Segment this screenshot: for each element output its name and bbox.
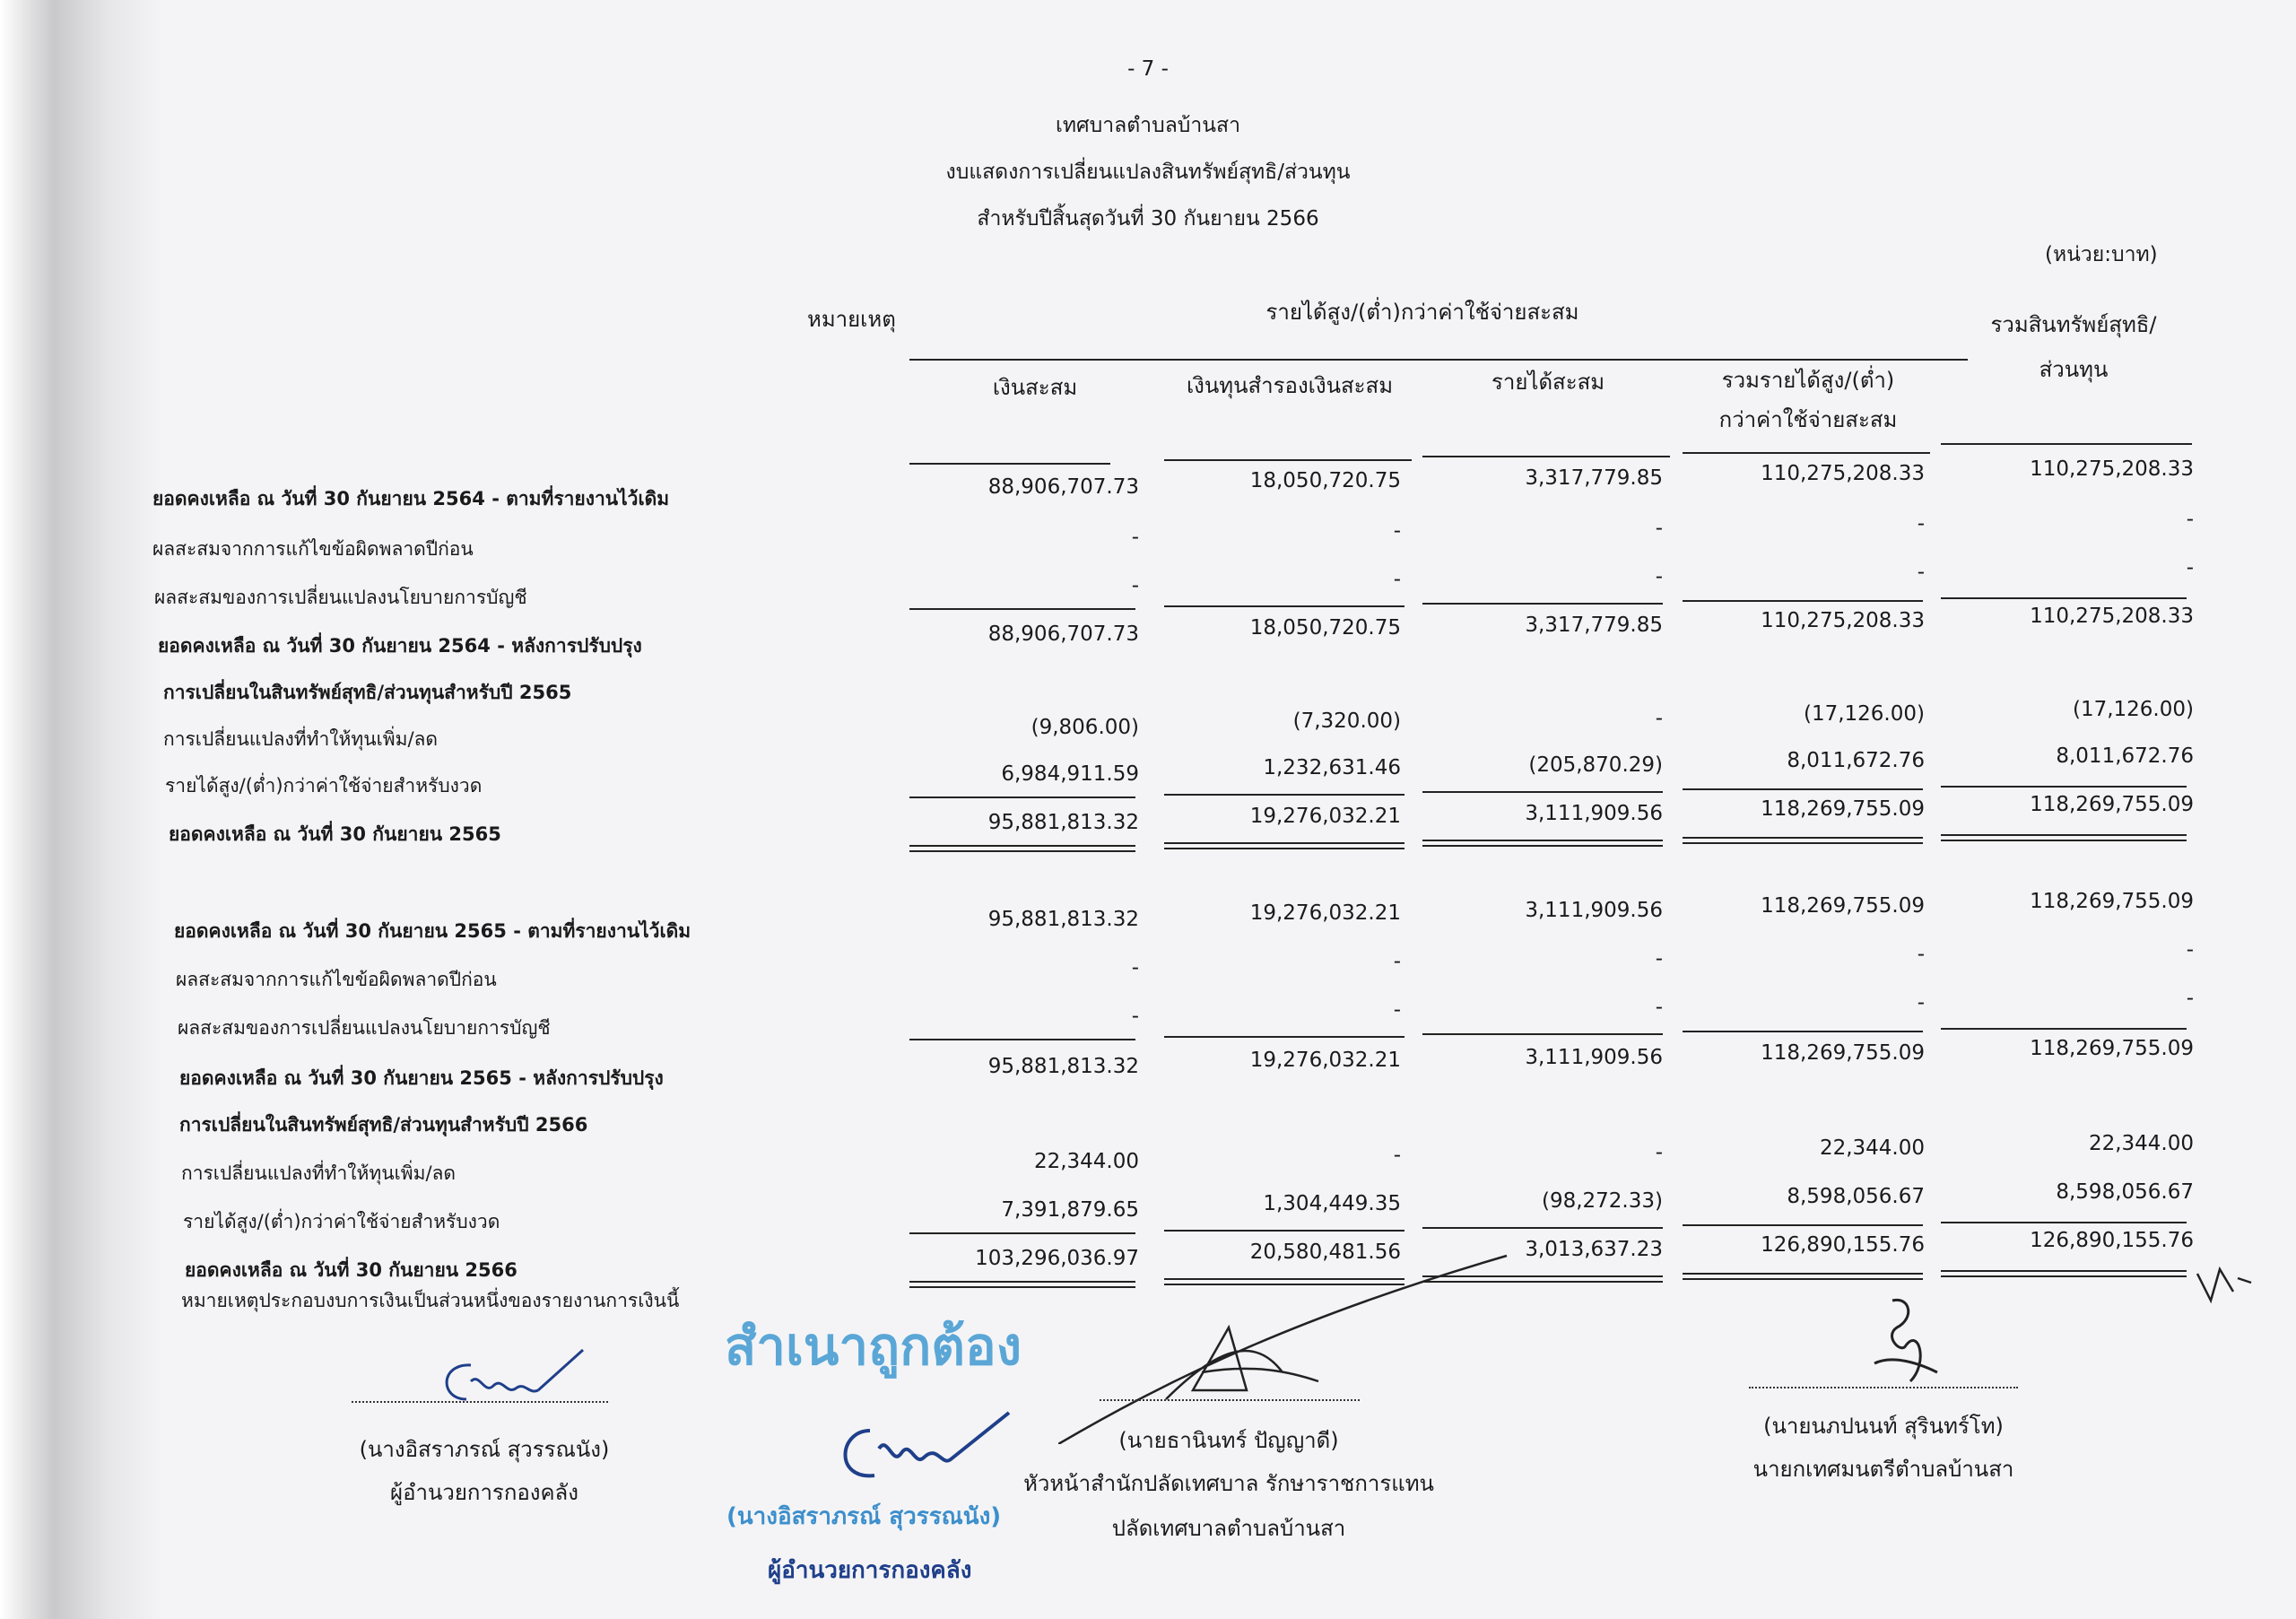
row-label: ยอดคงเหลือ ณ วันที่ 30 กันยายน 2565 - ตามที่รายงานไว้เดิม: [174, 920, 691, 942]
total-double-rule: [909, 845, 1135, 852]
table-cell: -: [1917, 943, 1925, 966]
table-cell: -: [1131, 574, 1139, 597]
subtotal-rule: [1422, 603, 1663, 605]
signature-1-position: ผู้อำนวยการกองคลัง: [390, 1480, 578, 1505]
table-cell: -: [1655, 1141, 1663, 1164]
table-cell: (17,126.00): [2072, 698, 2194, 721]
col4-header-1: รวมรายได้สูง/(ต่ำ): [1721, 368, 1895, 393]
row-label: ยอดคงเหลือ ณ วันที่ 30 กันยายน 2564 - ตามที่รายงานไว้เดิม: [152, 488, 670, 509]
signature-1-name: (นางอิสราภรณ์ สุวรรณนัง): [359, 1437, 610, 1462]
table-cell: -: [1393, 568, 1401, 591]
row-label: ยอดคงเหลือ ณ วันที่ 30 กันยายน 2564 - หลังการปรับปรุง: [158, 635, 642, 657]
table-cell: 126,890,155.76: [1761, 1233, 1925, 1257]
row-label: ยอดคงเหลือ ณ วันที่ 30 กันยายน 2565 - หลังการปรับปรุง: [179, 1067, 664, 1089]
signature-1-line: [352, 1401, 608, 1403]
scan-shadow: [0, 0, 161, 1619]
table-cell: -: [1917, 512, 1925, 535]
table-cell: -: [1393, 998, 1401, 1022]
subtotal-rule: [1941, 1222, 2187, 1223]
signature-2-name: (นายธานินทร์ ปัญญาดี): [1118, 1428, 1339, 1453]
table-cell: -: [1393, 519, 1401, 543]
table-cell: 20,580,481.56: [1249, 1240, 1401, 1264]
table-cell: 95,881,813.32: [987, 908, 1139, 931]
subtotal-rule: [909, 796, 1135, 798]
table-cell: 3,111,909.56: [1525, 1046, 1663, 1069]
col5-header-rule: [1941, 443, 2192, 445]
table-cell: 6,984,911.59: [1001, 762, 1139, 786]
copy-stamp: สำเนาถูกต้อง: [725, 1316, 1022, 1377]
signature-2-line: [1100, 1399, 1360, 1401]
signature-2-position: หัวหน้าสำนักปลัดเทศบาล รักษาราชการแทน: [1023, 1471, 1434, 1496]
table-cell: -: [1655, 517, 1663, 540]
subtotal-rule: [909, 1039, 1135, 1040]
total-double-rule: [1422, 840, 1663, 847]
table-cell: 118,269,755.09: [2030, 1037, 2194, 1060]
row-label: การเปลี่ยนในสินทรัพย์สุทธิ/ส่วนทุนสำหรับปี 2565: [163, 682, 572, 703]
table-cell: 88,906,707.73: [987, 622, 1139, 646]
row-label: ยอดคงเหลือ ณ วันที่ 30 กันยายน 2565: [169, 823, 501, 845]
total-header-1: รวมสินทรัพย์สุทธิ/: [1990, 312, 2157, 337]
total-double-rule: [1941, 1270, 2187, 1277]
statement-title: งบแสดงการเปลี่ยนแปลงสินทรัพย์สุทธิ/ส่วนทุน: [945, 161, 1351, 184]
total-double-rule: [1164, 842, 1405, 849]
table-cell: 3,111,909.56: [1525, 899, 1663, 922]
table-cell: 110,275,208.33: [1761, 462, 1925, 485]
table-cell: 22,344.00: [1033, 1150, 1139, 1173]
row-label: รายได้สูง/(ต่ำ)กว่าค่าใช้จ่ายสำหรับงวด: [165, 775, 483, 796]
table-cell: 3,111,909.56: [1525, 802, 1663, 825]
unit-label: (หน่วย:บาท): [2045, 243, 2158, 266]
row-label: การเปลี่ยนแปลงที่ทำให้ทุนเพิ่ม/ลด: [163, 728, 439, 750]
table-cell: (9,806.00): [1031, 716, 1139, 739]
table-cell: (17,126.00): [1803, 702, 1925, 726]
table-cell: (98,272.33): [1541, 1189, 1663, 1213]
note-header: หมายเหตุ: [807, 307, 896, 332]
signature-3-line: [1749, 1387, 2018, 1388]
total-double-rule: [1941, 834, 2187, 841]
table-cell: 8,598,056.67: [2056, 1180, 2194, 1204]
col3-header: รายได้สะสม: [1491, 370, 1605, 395]
subtotal-rule: [1422, 1227, 1663, 1229]
table-cell: 8,011,672.76: [2056, 744, 2194, 768]
signature-1-scribble: [430, 1345, 610, 1426]
table-cell: 7,391,879.65: [1001, 1198, 1139, 1222]
table-cell: -: [1917, 991, 1925, 1014]
table-cell: 118,269,755.09: [2030, 793, 2194, 816]
table-cell: -: [1131, 526, 1139, 549]
table-cell: 118,269,755.09: [1761, 1041, 1925, 1065]
subtotal-rule: [1422, 1033, 1663, 1035]
table-cell: 1,304,449.35: [1263, 1192, 1401, 1215]
total-double-rule: [1683, 1273, 1923, 1280]
stamp-name: (นางอิสราภรณ์ สุวรรณนัง): [726, 1503, 1002, 1530]
table-cell: 8,011,672.76: [1787, 749, 1925, 772]
table-cell: -: [1655, 707, 1663, 730]
statement-period: สำหรับปีสิ้นสุดวันที่ 30 กันยายน 2566: [977, 207, 1319, 231]
signature-3-scribble: [1857, 1292, 1946, 1399]
table-cell: 22,344.00: [2088, 1132, 2194, 1155]
table-cell: 8,598,056.67: [1787, 1185, 1925, 1208]
subtotal-rule: [1683, 1031, 1923, 1032]
col3-header-rule: [1422, 456, 1670, 457]
col1-header-rule: [909, 463, 1110, 465]
initial-mark: [2188, 1256, 2260, 1310]
subtotal-rule: [1164, 794, 1405, 796]
group-header: รายได้สูง/(ต่ำ)กว่าค่าใช้จ่ายสะสม: [1265, 300, 1579, 325]
table-cell: 95,881,813.32: [987, 1055, 1139, 1078]
row-label: ผลสะสมของการเปลี่ยนแปลงนโยบายการบัญชี: [154, 587, 527, 608]
table-cell: 88,906,707.73: [987, 475, 1139, 499]
table-cell: (205,870.29): [1528, 753, 1663, 777]
table-cell: 19,276,032.21: [1249, 805, 1401, 828]
col2-header: เงินทุนสำรองเงินสะสม: [1186, 373, 1394, 398]
table-cell: (7,320.00): [1292, 709, 1401, 733]
table-cell: -: [1131, 956, 1139, 979]
table-cell: 3,317,779.85: [1525, 466, 1663, 490]
table-cell: -: [2186, 508, 2194, 531]
table-cell: 126,890,155.76: [2030, 1229, 2194, 1252]
signature-2-scribble: [1058, 1238, 1525, 1444]
table-cell: 110,275,208.33: [2030, 457, 2194, 481]
table-cell: -: [1655, 996, 1663, 1019]
row-label: การเปลี่ยนในสินทรัพย์สุทธิ/ส่วนทุนสำหรับปี 2566: [179, 1114, 588, 1136]
table-cell: 3,013,637.23: [1525, 1238, 1663, 1261]
table-cell: 118,269,755.09: [1761, 797, 1925, 821]
col4-header-2: กว่าค่าใช้จ่ายสะสม: [1718, 407, 1898, 432]
table-cell: 118,269,755.09: [1761, 894, 1925, 918]
table-cell: 95,881,813.32: [987, 811, 1139, 834]
table-cell: -: [2186, 938, 2194, 962]
total-double-rule: [1683, 837, 1923, 844]
subtotal-rule: [1941, 597, 2187, 599]
table-cell: 18,050,720.75: [1249, 469, 1401, 492]
col2-header-rule: [1164, 459, 1412, 461]
col4-header-rule: [1683, 452, 1930, 454]
table-cell: 103,296,036.97: [975, 1247, 1139, 1270]
signature-2-position-2: ปลัดเทศบาลตำบลบ้านสา: [1111, 1516, 1346, 1541]
total-header-2: ส่วนทุน: [2039, 357, 2109, 382]
table-cell: 118,269,755.09: [2030, 890, 2194, 913]
table-cell: -: [1393, 950, 1401, 973]
subtotal-rule: [1164, 605, 1405, 607]
table-cell: -: [1655, 565, 1663, 588]
subtotal-rule: [1164, 1036, 1405, 1038]
subtotal-rule: [1683, 788, 1923, 790]
table-cell: -: [2186, 987, 2194, 1010]
row-label: การเปลี่ยนแปลงที่ทำให้ทุนเพิ่ม/ลด: [181, 1162, 457, 1184]
subtotal-rule: [909, 1232, 1135, 1234]
subtotal-rule: [1683, 1224, 1923, 1226]
table-cell: 22,344.00: [1819, 1136, 1925, 1160]
table-cell: -: [1917, 561, 1925, 584]
subtotal-rule: [1941, 1028, 2187, 1030]
table-cell: -: [1393, 1144, 1401, 1167]
row-label: รายได้สูง/(ต่ำ)กว่าค่าใช้จ่ายสำหรับงวด: [183, 1211, 500, 1232]
table-cell: -: [2186, 556, 2194, 579]
subtotal-rule: [1422, 791, 1663, 793]
table-cell: 110,275,208.33: [2030, 605, 2194, 628]
page-number: - 7 -: [1127, 57, 1169, 81]
subtotal-rule: [1941, 786, 2187, 788]
row-label: ผลสะสมจากการแก้ไขข้อผิดพลาดปีก่อน: [176, 969, 497, 990]
table-cell: 19,276,032.21: [1249, 901, 1401, 925]
table-cell: 18,050,720.75: [1249, 616, 1401, 640]
signature-3-position: นายกเทศมนตรีตำบลบ้านสา: [1752, 1457, 2014, 1482]
row-label: ผลสะสมจากการแก้ไขข้อผิดพลาดปีก่อน: [152, 538, 474, 560]
stamp-position: ผู้อำนวยการกองคลัง: [768, 1557, 972, 1584]
table-cell: 1,232,631.46: [1263, 756, 1401, 779]
group-underline: [909, 359, 1968, 361]
table-cell: -: [1131, 1005, 1139, 1028]
table-cell: 19,276,032.21: [1249, 1049, 1401, 1072]
table-cell: -: [1655, 947, 1663, 971]
subtotal-rule: [909, 608, 1135, 610]
table-cell: 110,275,208.33: [1761, 609, 1925, 632]
col1-header: เงินสะสม: [992, 375, 1078, 400]
org-name: เทศบาลตำบลบ้านสา: [1056, 114, 1240, 137]
subtotal-rule: [1164, 1230, 1405, 1232]
row-label: ยอดคงเหลือ ณ วันที่ 30 กันยายน 2566: [185, 1259, 517, 1281]
footnote: หมายเหตุประกอบงบการเงินเป็นส่วนหนึ่งของรายงานการเงินนี้: [181, 1290, 680, 1311]
signature-3-name: (นายนภปนนท์ สุรินทร์โท): [1763, 1414, 2004, 1439]
row-label: ผลสะสมของการเปลี่ยนแปลงนโยบายการบัญชี: [178, 1017, 551, 1039]
subtotal-rule: [1683, 600, 1923, 602]
table-cell: 3,317,779.85: [1525, 614, 1663, 637]
